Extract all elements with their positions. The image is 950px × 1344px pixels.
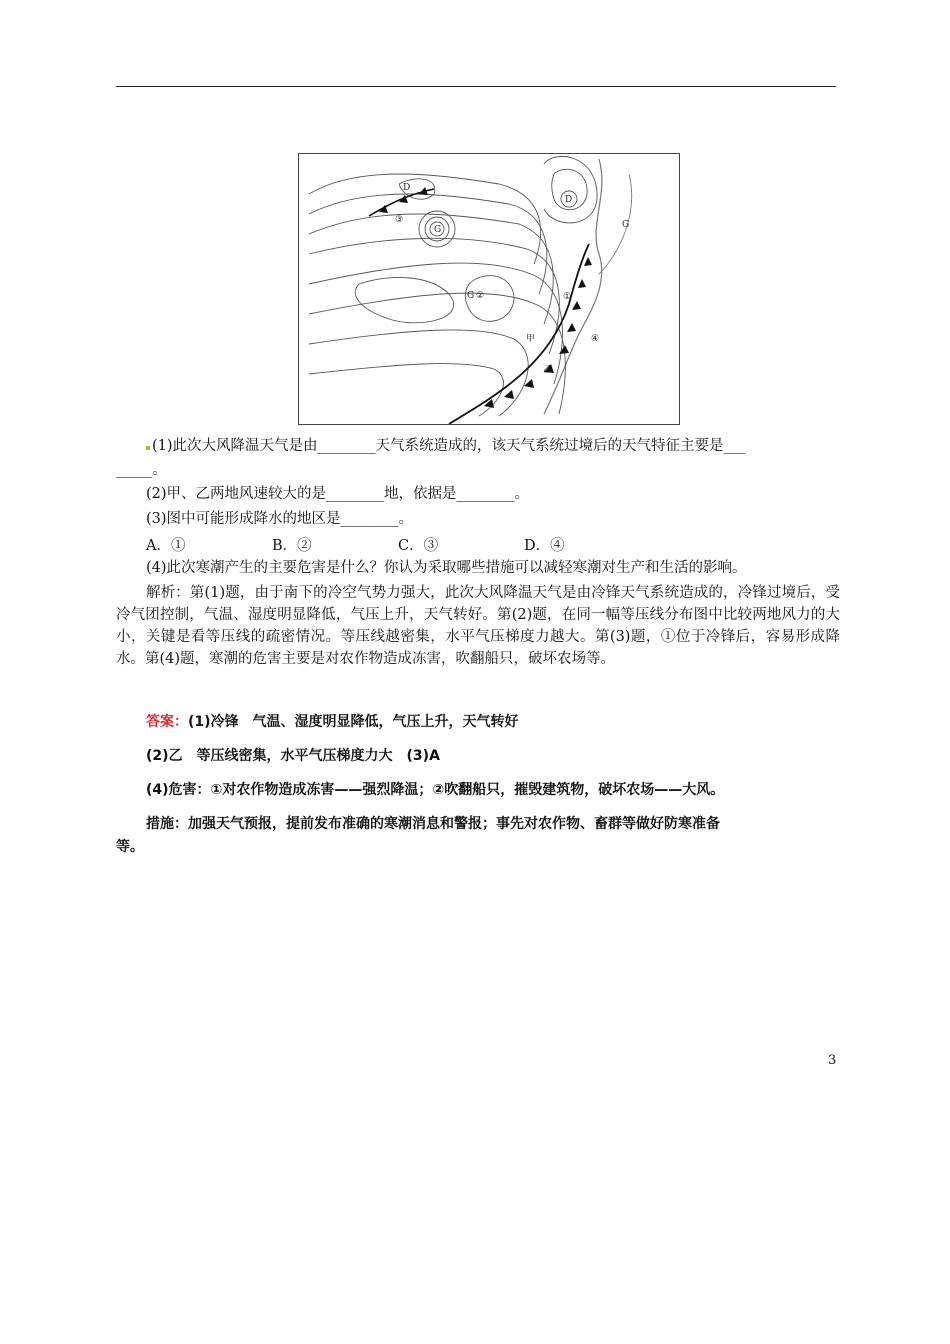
choice-c: C．③ [398,538,439,554]
map-label-low-d1: D [403,183,411,193]
map-label-jia: 甲 [526,334,536,344]
map-label-high-g3: G [434,225,442,235]
map-label-point-4: ④ [591,334,600,344]
choice-b: B．② [272,538,312,554]
question-2: (2)甲、乙两地风速较大的是________地，依据是________。 [146,486,530,502]
choice-d: D．④ [524,538,565,554]
answer-1-text: (1)冷锋 气温、湿度明显降低，气压上升，天气转好 [188,714,519,730]
map-label-high-g1: G [622,220,630,230]
header-rule [116,86,836,87]
answer-line-1 [146,712,519,732]
answer-line-4: 措施：加强天气预报，提前发布准确的寒潮消息和警报；事先对农作物、畜群等做好防寒准备 [146,816,720,832]
question-1-continued: _____。 [116,462,167,478]
answer-line-2: (2)乙 等压线密集，水平气压梯度力大 (3)A [146,748,440,764]
choice-a: A．① [146,538,186,554]
analysis-paragraph: 解析：第(1)题，由于南下的冷空气势力强大，此次大风降温天气是由冷锋天气系统造成的，冷锋过境后，受冷气团控制，气温、湿度明显降低，气压上升，天气转好。第(2)题，在同一幅等压线分布图中比较两地风力的大小，关键是看等压线的疏密情况。等压线越密集，水平气压梯度力越大。第(3)题，①位于冷锋后，容易形成降水。第(4)题，寒潮的危害主要是对农作物造成冻害，吹翻船只，破坏农场等。 [116,585,840,667]
question-3: (3)图中可能形成降水的地区是________。 [146,511,414,527]
answer-line-5: 等。 [116,839,144,855]
map-label-point-3: ③ [395,215,404,225]
question-1: (1)此次大风降温天气是由________天气系统造成的，该天气系统过境后的天气特征主要是___ [146,436,846,456]
map-label-yi: 乙 [543,365,553,375]
isobar-map-figure [298,153,680,425]
answer-label: 答案： [146,714,188,730]
map-label-high-g2: G [467,291,475,301]
page-number: 3 [828,1053,837,1068]
isobar-map-drawing [299,154,679,424]
question-4: (4)此次寒潮产生的主要危害是什么？你认为采取哪些措施可以减轻寒潮对生产和生活的影响。 [146,560,747,576]
map-label-point-2: ② [476,291,485,301]
answer-line-3: (4)危害：①对农作物造成冻害——强烈降温；②吹翻船只，摧毁建筑物，破坏农场——大风。 [146,782,725,798]
map-label-low-d2: D [565,195,573,205]
map-label-point-1: ① [563,292,572,302]
